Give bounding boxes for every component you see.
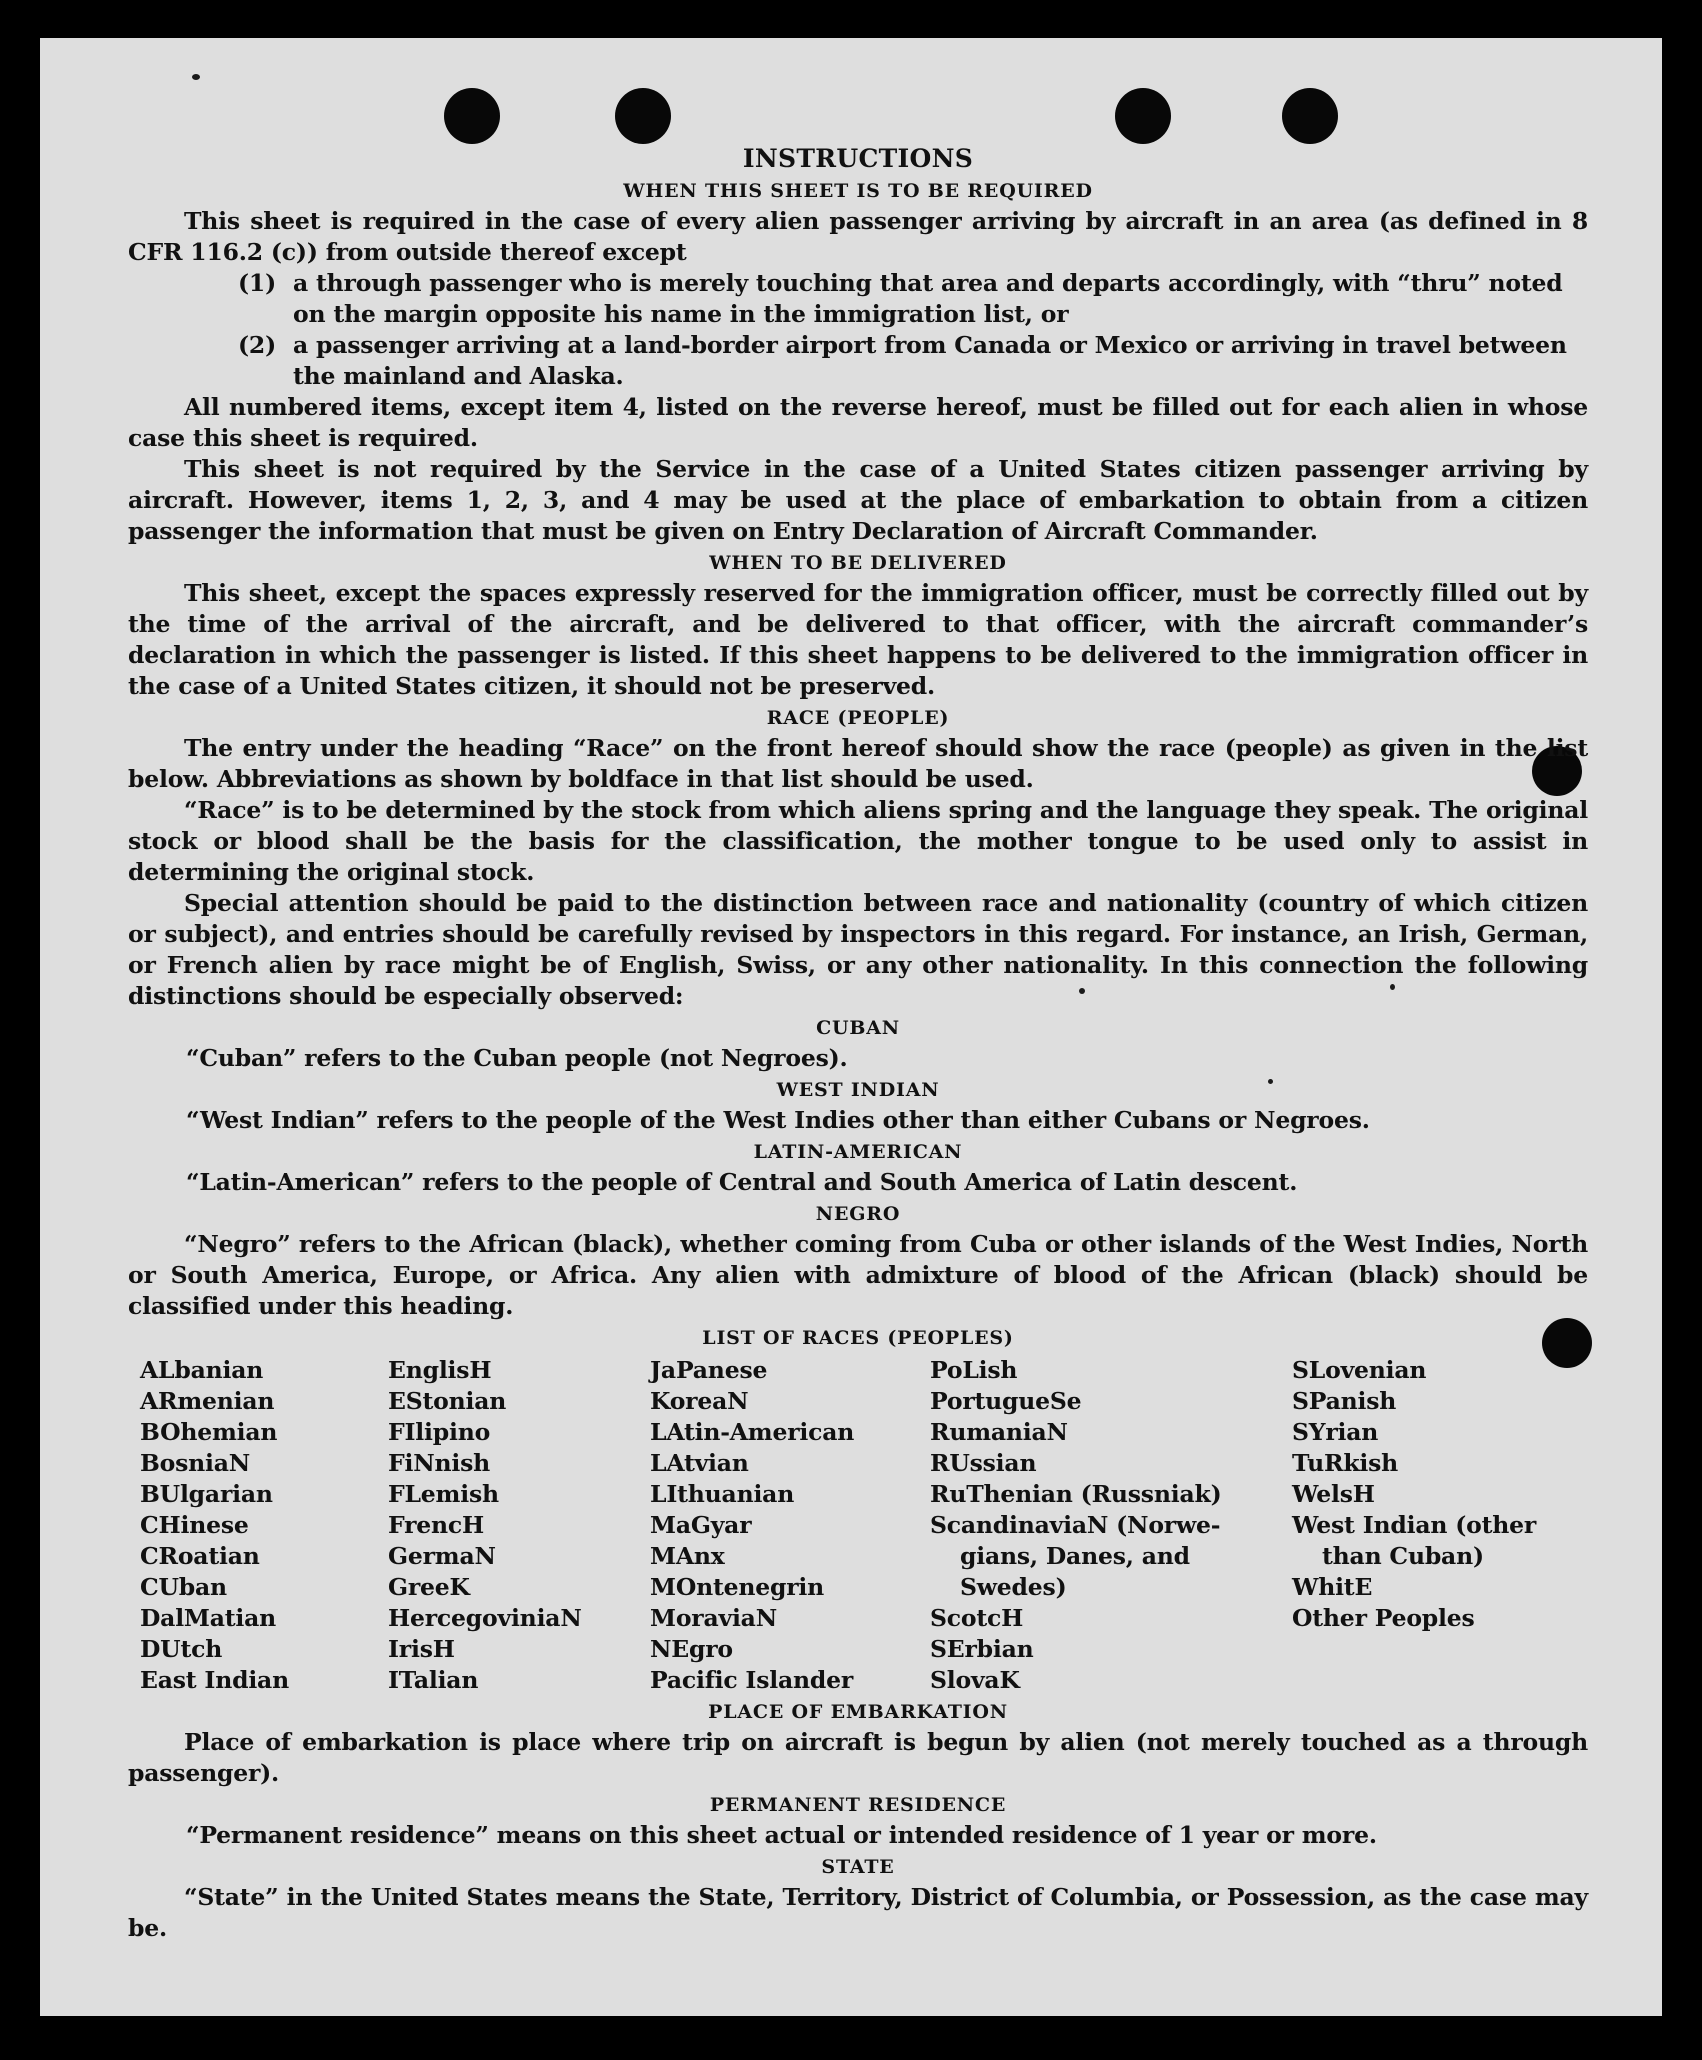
punch-hole <box>444 88 500 144</box>
list-item <box>128 268 1588 330</box>
race-entry: HercegoviniaN <box>388 1604 582 1632</box>
section-heading: WHEN TO BE DELIVERED <box>709 552 1007 574</box>
race-entry: BOhemian <box>140 1418 278 1446</box>
race-entry: FIlipino <box>388 1418 491 1446</box>
race-entry: Other Peoples <box>1292 1604 1475 1632</box>
paragraph: The entry under the heading “Race” on the front hereof should show the race (people) as given in the list below. Abbreviations as shown by boldface in that list should be used. <box>128 734 1588 793</box>
race-entry: GreeK <box>388 1573 470 1601</box>
race-entry: SLovenian <box>1292 1356 1427 1384</box>
race-entry: SYrian <box>1292 1418 1379 1446</box>
race-column <box>140 1355 388 1696</box>
paragraph: This sheet is required in the case of every alien passenger arriving by aircraft in an area (as defined in 8 CFR 116.2 (c)) from outside thereof except <box>128 207 1588 266</box>
race-entry: FrencH <box>388 1511 485 1539</box>
item-number: (2) <box>238 331 276 359</box>
race-entry: SPanish <box>1292 1387 1397 1415</box>
race-entry-continued: Swedes) <box>960 1573 1067 1601</box>
race-entry: DalMatian <box>140 1604 277 1632</box>
race-entry: RUssian <box>930 1449 1037 1477</box>
punch-hole <box>1115 88 1171 144</box>
paragraph: “Race” is to be determined by the stock from which aliens spring and the language they speak. The original stock or blood shall be the basis for the classification, the mother tongue to be used only to assist in determining the original stock. <box>128 796 1588 886</box>
race-entry: CRoatian <box>140 1542 260 1570</box>
race-entry: LAtin-American <box>650 1418 855 1446</box>
race-entry: West Indian (other <box>1292 1511 1537 1539</box>
race-entry: TuRkish <box>1292 1449 1399 1477</box>
punch-hole <box>615 88 671 144</box>
race-entry: MoraviaN <box>650 1604 777 1632</box>
race-entry: EnglisH <box>388 1356 492 1384</box>
race-entry: LAtvian <box>650 1449 749 1477</box>
race-entry: SlovaK <box>930 1666 1020 1694</box>
race-entry: CHinese <box>140 1511 249 1539</box>
definition: “West Indian” refers to the people of the West Indies other than either Cubans or Negroes. <box>186 1106 1370 1134</box>
paragraph: Place of embarkation is place where trip on aircraft is begun by alien (not merely touched as a through passenger). <box>128 1728 1588 1787</box>
paragraph: “Permanent residence” means on this sheet actual or intended residence of 1 year or more. <box>186 1821 1377 1849</box>
paragraph: All numbered items, except item 4, listed on the reverse hereof, must be filled out for each alien in whose case this sheet is required. <box>128 393 1588 452</box>
race-entry: Pacific Islander <box>650 1666 854 1694</box>
item-text: a passenger arriving at a land-border airport from Canada or Mexico or arriving in travel between the mainland and Alaska. <box>293 331 1567 390</box>
race-entry: FLemish <box>388 1480 499 1508</box>
paragraph: “State” in the United States means the State, Territory, District of Columbia, or Possession, as the case may be. <box>128 1883 1588 1942</box>
race-entry: BUlgarian <box>140 1480 273 1508</box>
document-sheet <box>40 38 1662 2016</box>
section-heading: WEST INDIAN <box>776 1079 940 1101</box>
race-entry: CUban <box>140 1573 227 1601</box>
section-heading: STATE <box>821 1856 895 1878</box>
race-entry: BosniaN <box>140 1449 251 1477</box>
race-entry: MOntenegrin <box>650 1573 825 1601</box>
section-heading: NEGRO <box>815 1203 901 1225</box>
item-number: (1) <box>238 269 276 297</box>
section-heading: WHEN THIS SHEET IS TO BE REQUIRED <box>623 180 1093 202</box>
race-list <box>140 1355 1588 1696</box>
section-heading: RACE (PEOPLE) <box>766 707 950 729</box>
race-entry-continued: than Cuban) <box>1322 1542 1484 1570</box>
race-column <box>1292 1355 1582 1696</box>
section-heading: PERMANENT RESIDENCE <box>709 1794 1007 1816</box>
race-entry: DUtch <box>140 1635 223 1663</box>
paragraph: This sheet, except the spaces expressly reserved for the immigration officer, must be correctly filled out by the time of the arrival of the aircraft, and be delivered to that officer, with the aircraft commander’s declaration in which the passenger is listed. If this sheet happens to be delivered to the immigration officer in the case of a United States citizen, it should not be preserved. <box>128 579 1588 700</box>
race-entry: MAnx <box>650 1542 725 1570</box>
race-entry: EStonian <box>388 1387 507 1415</box>
paragraph: This sheet is not required by the Service in the case of a United States citizen passenger arriving by aircraft. However, items 1, 2, 3, and 4 may be used at the place of embarkation to obtain from a citizen passenger the information that must be given on Entry Declaration of Aircraft Commander. <box>128 455 1588 545</box>
paragraph: Special attention should be paid to the distinction between race and nationality (country of which citizen or subject), and entries should be carefully revised by inspectors in this regard. For instance, an Irish, German, or French alien by race might be of English, Swiss, or any other nationality. In this connection the following distinctions should be especially observed: <box>128 889 1588 1010</box>
race-entry: RuThenian (Russniak) <box>930 1480 1222 1508</box>
race-entry: NEgro <box>650 1635 733 1663</box>
race-entry: ScotcH <box>930 1604 1024 1632</box>
race-column <box>930 1355 1292 1696</box>
race-entry: SErbian <box>930 1635 1034 1663</box>
race-entry: East Indian <box>140 1666 289 1694</box>
section-heading: LATIN-AMERICAN <box>753 1141 963 1163</box>
section-heading: LIST OF RACES (PEOPLES) <box>702 1327 1014 1349</box>
section-heading: PLACE OF EMBARKATION <box>708 1701 1008 1723</box>
definition: “Latin-American” refers to the people of Central and South America of Latin descent. <box>186 1168 1298 1196</box>
race-entry: WhitE <box>1292 1573 1373 1601</box>
race-entry: ARmenian <box>140 1387 275 1415</box>
race-entry-continued: gians, Danes, and <box>960 1542 1190 1570</box>
definition: “Cuban” refers to the Cuban people (not Negroes). <box>186 1044 848 1072</box>
race-entry: GermaN <box>388 1542 496 1570</box>
race-entry: PortugueSe <box>930 1387 1082 1415</box>
punch-hole <box>1282 88 1338 144</box>
item-text: a through passenger who is merely touching that area and departs accordingly, with “thru” noted on the margin opposite his name in the immigration list, or <box>293 269 1563 328</box>
list-item <box>128 330 1588 392</box>
race-entry: JaPanese <box>650 1356 768 1384</box>
race-entry: ALbanian <box>140 1356 264 1384</box>
race-entry: KoreaN <box>650 1387 749 1415</box>
race-column <box>388 1355 650 1696</box>
definition: “Negro” refers to the African (black), whether coming from Cuba or other islands of the West Indies, North or South America, Europe, or Africa. Any alien with admixture of blood of the African (black) should be classified under this heading. <box>128 1230 1588 1320</box>
section-heading: CUBAN <box>816 1017 900 1039</box>
instructions-body <box>128 143 1588 1944</box>
race-entry: RumaniaN <box>930 1418 1068 1446</box>
race-column <box>650 1355 930 1696</box>
race-entry: FiNnish <box>388 1449 491 1477</box>
race-entry: PoLish <box>930 1356 1018 1384</box>
race-entry: ScandinaviaN (Norwe- <box>930 1511 1221 1539</box>
race-entry: WelsH <box>1292 1480 1375 1508</box>
ink-speck <box>192 74 200 80</box>
race-entry: MaGyar <box>650 1511 752 1539</box>
page-title: INSTRUCTIONS <box>742 144 974 173</box>
race-entry: LIthuanian <box>650 1480 795 1508</box>
race-entry: IrisH <box>388 1635 455 1663</box>
race-entry: ITalian <box>388 1666 479 1694</box>
